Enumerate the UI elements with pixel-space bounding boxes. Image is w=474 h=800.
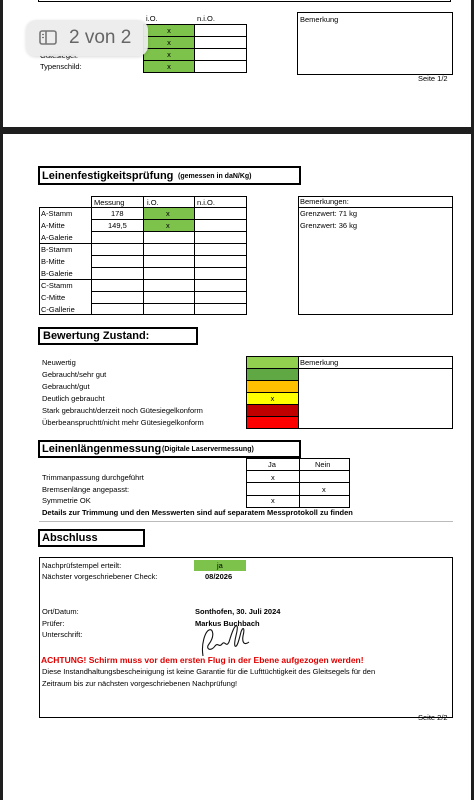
assessment-remark-label: Bemerkung <box>300 358 339 367</box>
length-ja-1: x <box>271 473 275 482</box>
io-cell-1: x <box>143 24 195 37</box>
row-label-b-galerie: B-Galerie <box>41 269 73 278</box>
state-label-1: Neuwertig <box>42 358 76 367</box>
tester-value: Markus Buchbach <box>195 619 260 628</box>
top-border-line <box>38 0 451 2</box>
row-divider-3 <box>91 255 246 256</box>
length-label-3: Symmetrie OK <box>42 496 91 505</box>
length-row-line-1 <box>246 470 350 471</box>
remark-1: Grenzwert: 71 kg <box>300 209 358 218</box>
remarks-header-line <box>298 207 453 208</box>
next-check-value: 08/2026 <box>205 572 233 581</box>
group-divider-b <box>39 243 246 244</box>
col-header-line <box>91 196 246 197</box>
io-a-mitte: x <box>166 221 170 230</box>
closing-title: Abschluss <box>42 532 98 544</box>
state-label-2: Gebraucht/sehr gut <box>42 370 107 379</box>
nio-cell-4 <box>194 60 247 73</box>
col-nio-header: n.i.O. <box>197 14 215 23</box>
length-col-divider <box>299 458 300 508</box>
row-label-a-mitte: A-Mitte <box>41 221 65 230</box>
group-divider-c <box>39 279 246 280</box>
row-label-a-galerie: A-Galerie <box>41 233 73 242</box>
row-label-b-mitte: B-Mitte <box>41 257 65 266</box>
row-divider-4 <box>91 267 246 268</box>
length-label-1: Trimmanpassung durchgeführt <box>42 473 144 482</box>
io-cell-3: x <box>143 48 195 61</box>
remarks-title: Bemerkungen: <box>300 197 349 206</box>
row-label-a-stamm: A-Stamm <box>41 209 73 218</box>
row-label-typenschild: Typenschild: <box>40 62 82 71</box>
col-nein-header: Nein <box>315 460 331 469</box>
next-check-label: Nächster vorgeschriebener Check: <box>42 572 158 581</box>
assessment-remark-line <box>298 368 453 369</box>
col-io-header: i.O. <box>146 14 158 23</box>
sidebar-icon <box>39 30 57 45</box>
signature-label: Unterschrift: <box>42 630 83 639</box>
page-2 <box>3 134 471 800</box>
row-divider-6 <box>91 303 246 304</box>
state-label-6: Überbeanspruchtt/nicht mehr Gütesiegelkonform <box>42 418 204 427</box>
length-row-line-2 <box>246 482 350 483</box>
tester-label: Prüfer: <box>42 619 65 628</box>
page-indicator-text: 2 von 2 <box>69 27 132 48</box>
place-value: Sonthofen, 30. Juli 2024 <box>195 607 281 616</box>
stamp-label: Nachprüfstempel erteilt: <box>42 561 122 570</box>
length-nein-2: x <box>322 485 326 494</box>
disclaimer-line-2: Zeitraum bis zur nächsten vorgeschriebenen Nachprüfung! <box>42 679 238 688</box>
length-label-2: Bremsenlänge angepasst: <box>42 485 130 494</box>
io-cell-2: x <box>143 36 195 49</box>
io-a-stamm: x <box>166 209 170 218</box>
left-border-a <box>39 207 40 315</box>
line-test-title: Leinenfestigkeitsprüfung <box>42 170 174 182</box>
state-label-5: Stark gebraucht/derzeit noch Gütesiegelkonform <box>42 406 203 415</box>
length-row-line-3 <box>246 495 350 496</box>
col-messung-header: Messung <box>94 198 125 207</box>
row-label-c-stamm: C-Stamm <box>41 281 73 290</box>
length-ja-3: x <box>271 496 275 505</box>
page-separator <box>0 127 474 134</box>
messung-a-mitte: 149,5 <box>108 221 127 230</box>
row-divider-5 <box>91 291 246 292</box>
disclaimer-line-1: Diese Instandhaltungsbescheinigung ist keine Garantie für die Lufttüchtigkeit des Gleitsegels für den <box>42 667 376 676</box>
length-title: Leinenlängenmessung <box>42 443 162 455</box>
state-label-4: Deutlich gebraucht <box>42 394 105 403</box>
row-label-c-gallerie: C-Gallerie <box>41 305 75 314</box>
warning-text: ACHTUNG! Schirm muss vor dem ersten Flug in der Ebene aufgezogen werden! <box>41 655 364 665</box>
messung-a-stamm: 178 <box>111 209 124 218</box>
place-label: Ort/Datum: <box>42 607 79 616</box>
length-note-line <box>39 521 453 522</box>
length-table <box>246 458 350 508</box>
page-indicator[interactable] <box>26 20 148 56</box>
state-swatch-6 <box>246 416 299 429</box>
page-footer-2: Seite 2/2 <box>418 713 448 722</box>
row-label-c-mitte: C-Mitte <box>41 293 66 302</box>
stamp-value: ja <box>217 561 223 570</box>
remark-2: Grenzwert: 36 kg <box>300 221 358 230</box>
col-ja-header: Ja <box>268 460 276 469</box>
bemerkung-label: Bemerkung <box>300 15 339 24</box>
line-test-subtitle: (gemessen in daN/Kg) <box>178 173 252 180</box>
col-divider-4 <box>246 196 247 315</box>
row-label-b-stamm: B-Stamm <box>41 245 73 254</box>
io-cell-4: x <box>143 60 195 73</box>
length-subtitle: (Digitale Laservermessung) <box>162 446 254 453</box>
row-divider-2 <box>91 231 246 232</box>
state-swatch-4: x <box>246 392 299 405</box>
col-io-header-2: i.O. <box>147 198 159 207</box>
page-footer-1: Seite 1/2 <box>418 74 448 83</box>
assessment-title: Bewertung Zustand: <box>43 330 150 342</box>
col-nio-header-2: n.i.O. <box>197 198 215 207</box>
state-label-3: Gebraucht/gut <box>42 382 90 391</box>
length-note: Details zur Trimmung und den Messwerten sind auf separatem Messprotokoll zu finden <box>42 508 353 517</box>
